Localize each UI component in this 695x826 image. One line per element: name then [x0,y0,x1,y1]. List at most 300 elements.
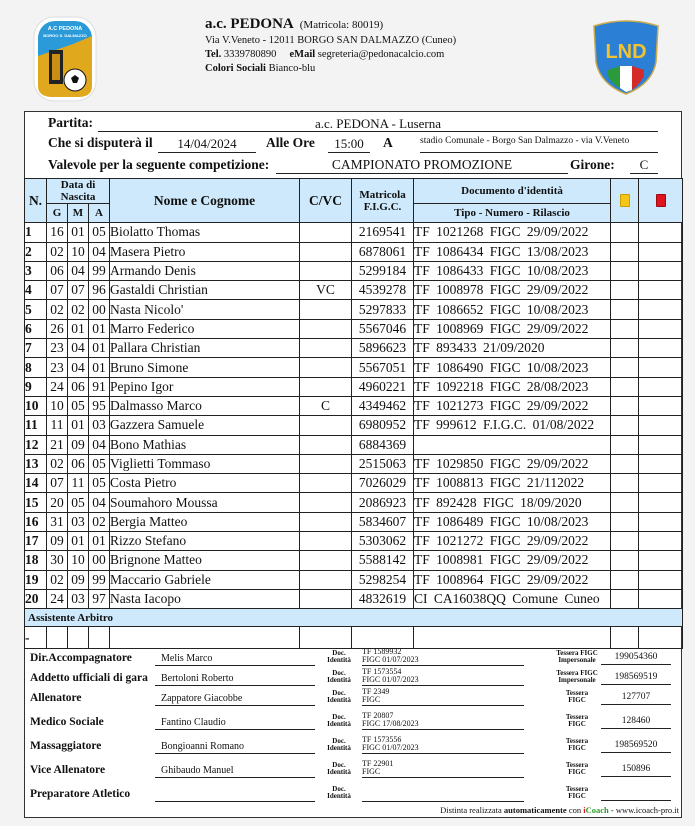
player-row [25,242,683,261]
player-mat[interactable]: 5299184 [352,261,414,280]
col-cvc: C/VC [300,179,352,223]
time-label: Alle Ore [266,135,315,150]
player-m[interactable]: 07 [68,281,89,300]
player-cvc[interactable] [300,512,352,531]
player-name[interactable]: Bruno Simone [110,358,300,377]
player-row [25,339,683,358]
player-red-card-cell[interactable] [639,319,683,338]
player-name[interactable]: Nasta Nicolo' [110,300,300,319]
player-name[interactable]: Armando Denis [110,261,300,280]
player-doc[interactable]: TF 1029850 FIGC 29/09/2022 [414,454,611,473]
player-a[interactable]: 04 [89,493,110,512]
tel-value: 3339780890 [223,49,277,60]
player-name[interactable]: Pepino Igor [110,377,300,396]
player-mat[interactable]: 5297833 [352,300,414,319]
staff-name-field[interactable]: Fantino Claudio [155,717,315,730]
player-cvc[interactable] [300,589,352,608]
player-red-card-cell[interactable] [639,570,683,589]
doc-identita-label [322,690,356,704]
staff-tessera-field[interactable]: 127707 [601,692,671,705]
player-doc[interactable]: TF 1086652 FIGC 10/08/2023 [414,300,611,319]
player-m[interactable]: 03 [68,589,89,608]
player-yellow-card-cell[interactable] [611,551,639,570]
player-a[interactable]: 01 [89,532,110,551]
player-mat[interactable]: 2515063 [352,454,414,473]
player-n: 16 [25,512,47,531]
tessera-label-2: FIGC [568,696,586,704]
tessera-label-2: Impersonale [558,656,596,664]
col-n: N. [25,179,47,223]
player-red-card-cell[interactable] [639,377,683,396]
player-name[interactable]: Maccario Gabriele [110,570,300,589]
player-a[interactable]: 04 [89,242,110,261]
staff-doc-field[interactable] [362,760,524,778]
tessera-label-2: FIGC [568,720,586,728]
player-mat[interactable]: 4960221 [352,377,414,396]
player-g[interactable]: 31 [47,512,68,531]
doc-label-2: Identità [327,676,351,684]
doc-line-1: TF 1573556 [362,735,402,744]
player-mat[interactable]: 5588142 [352,551,414,570]
player-row [25,589,683,608]
staff-name-field[interactable]: Bertoloni Roberto [155,673,315,686]
player-doc[interactable]: TF 1008978 FIGC 29/09/2022 [414,281,611,300]
player-red-card-cell[interactable] [639,261,683,280]
player-cvc[interactable] [300,261,352,280]
player-row [25,512,683,531]
player-mat[interactable]: 6878061 [352,242,414,261]
player-g[interactable]: 23 [47,339,68,358]
player-m[interactable]: 01 [68,532,89,551]
player-m[interactable]: 02 [68,300,89,319]
player-yellow-card-cell[interactable] [611,512,639,531]
player-cvc[interactable] [300,474,352,493]
player-g[interactable]: 24 [47,589,68,608]
staff-doc-field[interactable] [362,648,524,666]
doc-identita-label [322,738,356,752]
player-cvc[interactable]: VC [300,281,352,300]
player-row [25,532,683,551]
red-card-icon [656,194,666,207]
player-red-card-cell[interactable] [639,435,683,454]
player-red-card-cell[interactable] [639,589,683,608]
player-mat[interactable]: 6980952 [352,416,414,435]
player-a[interactable]: 97 [89,589,110,608]
player-mat[interactable]: 2169541 [352,223,414,242]
player-doc[interactable]: TF 1021272 FIGC 29/09/2022 [414,532,611,551]
doc-label-1: Doc. [332,713,346,721]
player-n: 1 [25,223,47,242]
player-yellow-card-cell[interactable] [611,454,639,473]
player-m[interactable]: 01 [68,416,89,435]
player-doc[interactable]: TF 1008969 FIGC 29/09/2022 [414,319,611,338]
staff-name-field[interactable]: Bongioanni Romano [155,741,315,754]
footer-prefix: Distinta realizzata [440,805,502,815]
player-doc[interactable]: TF 1021268 FIGC 29/09/2022 [414,223,611,242]
player-red-card-cell[interactable] [639,532,683,551]
player-mat[interactable]: 6884369 [352,435,414,454]
player-mat[interactable]: 5834607 [352,512,414,531]
player-g[interactable]: 30 [47,551,68,570]
player-mat[interactable]: 5298254 [352,570,414,589]
player-n: 14 [25,474,47,493]
player-row [25,570,683,589]
assistant-cvc[interactable] [300,627,352,649]
player-doc[interactable] [414,435,611,454]
player-name[interactable]: Nasta Iacopo [110,589,300,608]
player-a[interactable]: 03 [89,416,110,435]
staff-role: Allenatore [30,692,82,704]
brand-i: i [583,805,586,815]
player-red-card-cell[interactable] [639,358,683,377]
player-m[interactable]: 09 [68,570,89,589]
player-red-card-cell[interactable] [639,474,683,493]
tessera-label-1: Tessera [565,689,589,697]
player-yellow-card-cell[interactable] [611,474,639,493]
player-red-card-cell[interactable] [639,416,683,435]
player-a[interactable]: 05 [89,223,110,242]
assistant-n: - [25,627,47,649]
player-m[interactable]: 04 [68,358,89,377]
player-doc[interactable]: TF 1008813 FIGC 21/112022 [414,474,611,493]
player-m[interactable]: 03 [68,512,89,531]
staff-name-field[interactable] [155,789,315,802]
player-red-card-cell[interactable] [639,396,683,415]
player-g[interactable]: 07 [47,281,68,300]
player-a[interactable]: 04 [89,435,110,454]
player-m[interactable]: 01 [68,223,89,242]
player-red-card-cell[interactable] [639,281,683,300]
players-table [24,178,683,649]
player-g[interactable]: 23 [47,358,68,377]
player-g[interactable]: 06 [47,261,68,280]
player-a[interactable]: 01 [89,319,110,338]
col-yellow-card [611,179,639,223]
player-row [25,223,683,242]
doc-identita-label [322,762,356,776]
doc-label-2: Identità [327,744,351,752]
col-red-card [639,179,683,223]
player-a[interactable]: 00 [89,551,110,570]
player-red-card-cell[interactable] [639,242,683,261]
svg-text:A.C PEDONA: A.C PEDONA [47,26,83,32]
tessera-label [550,714,604,728]
player-cvc[interactable] [300,551,352,570]
assistant-g[interactable] [47,627,68,649]
player-name[interactable]: Brignone Matteo [110,551,300,570]
assistant-a[interactable] [89,627,110,649]
player-cvc[interactable] [300,493,352,512]
player-a[interactable]: 05 [89,474,110,493]
assistant-name[interactable] [110,627,300,649]
player-doc[interactable]: TF 1021273 FIGC 29/09/2022 [414,396,611,415]
player-mat[interactable]: 5567046 [352,319,414,338]
player-a[interactable]: 00 [89,300,110,319]
player-g[interactable]: 07 [47,474,68,493]
player-g[interactable]: 16 [47,223,68,242]
svg-text:BORGO S. DALMAZZO: BORGO S. DALMAZZO [43,33,87,38]
doc-line-1: TF 22901 [362,759,394,768]
player-name[interactable]: Bono Mathias [110,435,300,454]
player-yellow-card-cell[interactable] [611,435,639,454]
player-m[interactable]: 11 [68,474,89,493]
doc-line-1: TF 1573554 [362,667,402,676]
player-red-card-cell[interactable] [639,551,683,570]
lnd-logo [590,18,662,96]
player-yellow-card-cell[interactable] [611,377,639,396]
player-m[interactable]: 06 [68,377,89,396]
player-cvc[interactable] [300,570,352,589]
player-name[interactable]: Gazzera Samuele [110,416,300,435]
player-yellow-card-cell[interactable] [611,532,639,551]
doc-label-1: Doc. [332,785,346,793]
staff-tessera-field[interactable]: 150896 [601,764,671,777]
player-red-card-cell[interactable] [639,512,683,531]
venue-underline [420,152,658,153]
staff-role: Dir.Accompagnatore [30,652,132,664]
player-n: 5 [25,300,47,319]
player-m[interactable]: 04 [68,261,89,280]
player-mat[interactable]: 4539278 [352,281,414,300]
tessera-label-1: Tessera [565,713,589,721]
staff-tessera-field[interactable]: 199054360 [601,652,671,665]
player-doc[interactable]: TF 892428 FIGC 18/09/2020 [414,493,611,512]
player-m[interactable]: 10 [68,242,89,261]
assistant-doc[interactable] [414,627,611,649]
tessera-label-2: FIGC [568,744,586,752]
player-row [25,493,683,512]
player-cvc[interactable] [300,532,352,551]
player-cvc[interactable] [300,242,352,261]
player-a[interactable]: 01 [89,358,110,377]
player-doc[interactable]: TF 1008981 FIGC 29/09/2022 [414,551,611,570]
player-cvc[interactable]: C [300,396,352,415]
player-n: 6 [25,319,47,338]
player-yellow-card-cell[interactable] [611,261,639,280]
player-mat[interactable]: 5896623 [352,339,414,358]
staff-doc-field[interactable] [362,668,524,686]
player-g[interactable]: 11 [47,416,68,435]
footer-bold: automaticamente [503,805,567,815]
player-cvc[interactable] [300,416,352,435]
player-row [25,300,683,319]
player-doc[interactable]: TF 1008964 FIGC 29/09/2022 [414,570,611,589]
player-yellow-card-cell[interactable] [611,493,639,512]
player-cvc[interactable] [300,377,352,396]
player-g[interactable]: 02 [47,454,68,473]
player-g[interactable]: 26 [47,319,68,338]
time-field: 15:00 [328,136,370,153]
player-yellow-card-cell[interactable] [611,223,639,242]
player-m[interactable]: 10 [68,551,89,570]
player-doc[interactable]: TF 1092218 FIGC 28/08/2023 [414,377,611,396]
tessera-label-1: Tessera [565,785,589,793]
staff-name-field[interactable]: Melis Marco [155,653,315,666]
doc-line-2: FIGC [362,767,381,776]
player-name[interactable]: Bergia Matteo [110,512,300,531]
player-a[interactable]: 91 [89,377,110,396]
player-g[interactable]: 09 [47,532,68,551]
player-cvc[interactable] [300,435,352,454]
staff-name-field[interactable]: Ghibaudo Manuel [155,765,315,778]
club-colors [205,63,315,74]
player-n: 9 [25,377,47,396]
player-doc[interactable]: TF 1086434 FIGC 13/08/2023 [414,242,611,261]
tessera-label-1: Tessera [565,761,589,769]
player-g[interactable]: 02 [47,300,68,319]
assistant-mat[interactable] [352,627,414,649]
player-a[interactable]: 99 [89,570,110,589]
player-n: 18 [25,551,47,570]
player-g[interactable]: 21 [47,435,68,454]
player-yellow-card-cell[interactable] [611,242,639,261]
player-yellow-card-cell[interactable] [611,339,639,358]
player-m[interactable]: 05 [68,396,89,415]
staff-name-field[interactable]: Zappatore Giacobbe [155,693,315,706]
player-m[interactable]: 06 [68,454,89,473]
club-address: Via V.Veneto - 12011 BORGO SAN DALMAZZO (Cuneo) [205,35,457,46]
player-red-card-cell[interactable] [639,493,683,512]
tessera-label-1: Tessera [565,737,589,745]
player-g[interactable]: 02 [47,242,68,261]
assistant-yellow[interactable] [611,627,639,649]
doc-identita-label [322,670,356,684]
col-name: Nome e Cognome [110,179,300,223]
player-n: 10 [25,396,47,415]
doc-line-2: FIGC 01/07/2023 [362,743,419,752]
player-name[interactable]: Pallara Christian [110,339,300,358]
player-cvc[interactable] [300,358,352,377]
player-mat[interactable]: 5567051 [352,358,414,377]
player-a[interactable]: 95 [89,396,110,415]
player-yellow-card-cell[interactable] [611,358,639,377]
player-g[interactable]: 10 [47,396,68,415]
player-yellow-card-cell[interactable] [611,319,639,338]
player-row [25,396,683,415]
player-yellow-card-cell[interactable] [611,281,639,300]
brand-coach: Coach [585,805,609,815]
player-n: 4 [25,281,47,300]
player-a[interactable]: 05 [89,454,110,473]
footer-link[interactable]: - www.icoach-pro.it [610,805,679,815]
player-a[interactable]: 01 [89,339,110,358]
partita-label: Partita: [48,115,93,130]
player-m[interactable]: 09 [68,435,89,454]
player-mat[interactable]: 4832619 [352,589,414,608]
player-g[interactable]: 02 [47,570,68,589]
doc-label-1: Doc. [332,689,346,697]
player-doc[interactable]: TF 893433 21/09/2020 [414,339,611,358]
player-red-card-cell[interactable] [639,339,683,358]
player-doc[interactable]: TF 999612 F.I.G.C. 01/08/2022 [414,416,611,435]
staff-role: Addetto ufficiali di gara [30,672,148,684]
player-m[interactable]: 04 [68,339,89,358]
player-doc[interactable]: CI CA16038QQ Comune Cuneo [414,589,611,608]
player-row [25,281,683,300]
player-cvc[interactable] [300,223,352,242]
doc-identita-label [322,650,356,664]
player-cvc[interactable] [300,454,352,473]
staff-doc-field[interactable] [362,784,524,802]
player-row [25,551,683,570]
player-name[interactable]: Biolatto Thomas [110,223,300,242]
player-name[interactable]: Soumahoro Moussa [110,493,300,512]
assistant-m[interactable] [68,627,89,649]
doc-line-1: TF 1589932 [362,647,402,656]
player-a[interactable]: 96 [89,281,110,300]
tessera-label [550,786,604,800]
player-yellow-card-cell[interactable] [611,416,639,435]
player-name[interactable]: Rizzo Stefano [110,532,300,551]
staff-doc-field[interactable] [362,712,524,730]
email-label: eMail [289,49,316,60]
tessera-label [550,762,604,776]
player-red-card-cell[interactable] [639,454,683,473]
player-doc[interactable]: TF 1086489 FIGC 10/08/2023 [414,512,611,531]
player-name[interactable]: Costa Pietro [110,474,300,493]
col-doc: Documento d'identità [414,179,611,204]
staff-tessera-field[interactable]: 198569519 [601,672,671,685]
player-cvc[interactable] [300,319,352,338]
player-yellow-card-cell[interactable] [611,589,639,608]
doc-identita-label [322,714,356,728]
email-value: segreteria@pedonacalcio.com [317,49,445,60]
player-cvc[interactable] [300,339,352,358]
doc-line-2: FIGC 17/08/2023 [362,719,419,728]
player-m[interactable]: 01 [68,319,89,338]
player-yellow-card-cell[interactable] [611,300,639,319]
girone-label: Girone: [570,157,615,172]
player-n: 2 [25,242,47,261]
staff-tessera-field[interactable] [601,788,671,801]
player-mat[interactable]: 4349462 [352,396,414,415]
player-name[interactable]: Masera Pietro [110,242,300,261]
colors-value: Bianco-blu [268,63,316,74]
player-a[interactable]: 02 [89,512,110,531]
player-red-card-cell[interactable] [639,223,683,242]
player-yellow-card-cell[interactable] [611,570,639,589]
player-yellow-card-cell[interactable] [611,396,639,415]
player-mat[interactable]: 2086923 [352,493,414,512]
player-red-card-cell[interactable] [639,300,683,319]
assistant-red[interactable] [639,627,683,649]
staff-role: Massaggiatore [30,740,102,752]
player-mat[interactable]: 7026029 [352,474,414,493]
player-row [25,474,683,493]
player-m[interactable]: 05 [68,493,89,512]
staff-tessera-field[interactable]: 128460 [601,716,671,729]
player-name[interactable]: Gastaldi Christian [110,281,300,300]
staff-doc-field[interactable] [362,688,524,706]
partita-field: a.c. PEDONA - Luserna [98,116,658,132]
player-doc[interactable]: TF 1086433 FIGC 10/08/2023 [414,261,611,280]
player-name[interactable]: Dalmasso Marco [110,396,300,415]
player-row [25,319,683,338]
player-mat[interactable]: 5303062 [352,532,414,551]
player-g[interactable]: 24 [47,377,68,396]
club-matricola: (Matricola: 80019) [299,19,384,31]
player-name[interactable]: Marro Federico [110,319,300,338]
player-cvc[interactable] [300,300,352,319]
staff-doc-field[interactable] [362,736,524,754]
doc-label-2: Identità [327,792,351,800]
player-a[interactable]: 99 [89,261,110,280]
player-row [25,261,683,280]
player-doc[interactable]: TF 1086490 FIGC 10/08/2023 [414,358,611,377]
staff-tessera-field[interactable]: 198569520 [601,740,671,753]
player-g[interactable]: 20 [47,493,68,512]
player-name[interactable]: Viglietti Tommaso [110,454,300,473]
